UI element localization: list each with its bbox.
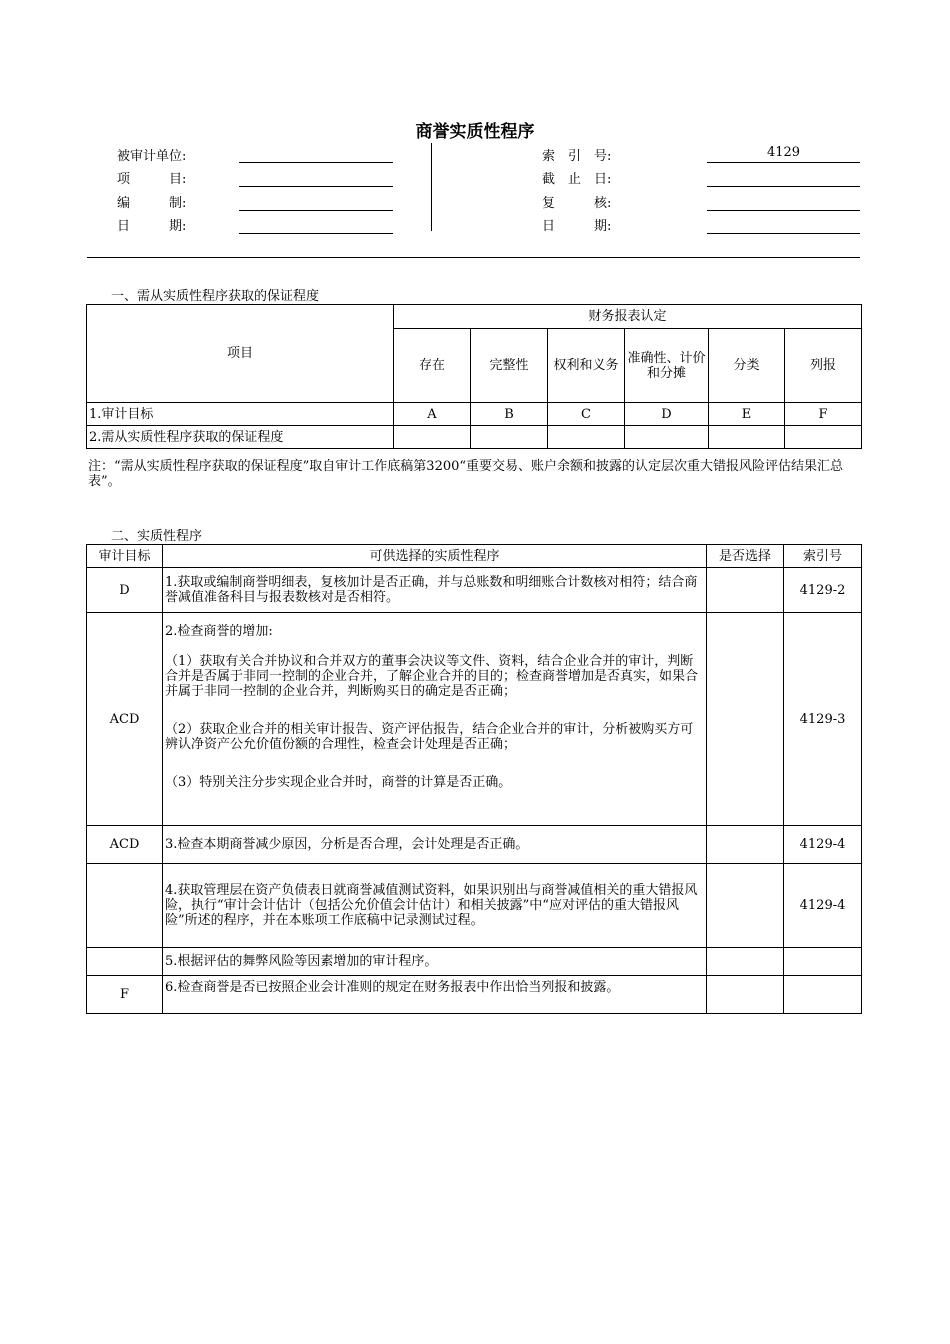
field-audited-unit[interactable]	[239, 162, 393, 163]
col-procedure: 可供选择的实质性程序	[163, 545, 707, 568]
table-row	[87, 426, 862, 449]
label-cutoff-date: 截 止 日:	[542, 172, 612, 187]
procedure-line: （1）获取有关合并协议和合并双方的董事会决议等文件、资料，结合企业合并的审计，判断合并是否属于非同一控制的企业合并，了解企业合并的目的；检查商誉增加是否真实，如果合并属于非同一控制的企业合并，判断购买日的确定是否正确；	[165, 654, 699, 699]
cell-procedure: 3.检查本期商誉减少原因，分析是否合理，会计处理是否正确。	[163, 826, 707, 864]
cell-goal: ACD	[87, 613, 163, 826]
col-index: 索引号	[784, 545, 862, 568]
cell-index: 4129-4	[784, 864, 862, 948]
section1-heading: 一、需从实质性程序获取的保证程度	[111, 289, 320, 304]
table-row	[87, 403, 862, 426]
table-row	[87, 826, 862, 864]
procedure-line: （3）特别关注分步实现企业合并时，商誉的计算是否正确。	[165, 775, 512, 790]
cell-goal: D	[87, 568, 163, 613]
cell-input[interactable]	[548, 426, 625, 449]
cell-input[interactable]	[394, 426, 471, 449]
procedures-table	[86, 544, 862, 1014]
col-completeness: 完整性	[471, 329, 548, 403]
cell-value: A	[394, 403, 471, 426]
section1-note: 注：“需从实质性程序获取的保证程度”取自审计工作底稿第3200“重要交易、账户余额和披露的认定层次重大错报风险评估结果汇总表”。	[88, 459, 844, 489]
cell-value: C	[548, 403, 625, 426]
page-title: 商誉实质性程序	[415, 122, 535, 142]
cell-input[interactable]	[785, 426, 862, 449]
col-selected: 是否选择	[707, 545, 784, 568]
field-cutoff-date[interactable]	[707, 186, 860, 187]
cell-input[interactable]	[471, 426, 548, 449]
header-rule	[87, 257, 860, 258]
label-date-right: 日 期:	[542, 219, 612, 234]
value-index-number: 4129	[766, 145, 801, 160]
cell-index	[784, 976, 862, 1014]
col-existence: 存在	[394, 329, 471, 403]
col-accuracy-valuation: 准确性、计价和分摊	[625, 329, 709, 403]
cell-goal: ACD	[87, 826, 163, 864]
label-index-number: 索 引 号:	[542, 149, 612, 164]
label-audited-unit: 被审计单位:	[117, 149, 187, 164]
cell-index	[784, 948, 862, 976]
label-reviewer: 复 核:	[542, 196, 612, 211]
cell-procedure: 1.获取或编制商誉明细表，复核加计是否正确，并与总账数和明细账合计数核对相符；结合商誉减值准备科目与报表数核对是否相符。	[163, 568, 707, 613]
field-item[interactable]	[239, 186, 393, 187]
row-label: 2.需从实质性程序获取的保证程度	[87, 426, 394, 449]
field-date-right[interactable]	[707, 233, 860, 234]
col-audit-goal: 审计目标	[87, 545, 163, 568]
field-reviewer[interactable]	[707, 210, 860, 211]
section2-heading: 二、实质性程序	[111, 529, 203, 544]
label-preparer: 编 制:	[117, 196, 187, 211]
cell-value: E	[709, 403, 785, 426]
cell-procedure: 5.根据评估的舞弊风险等因素增加的审计程序。	[163, 948, 707, 976]
cell-selected[interactable]	[707, 864, 784, 948]
assertion-group-header: 财务报表认定	[394, 305, 862, 329]
label-date-left: 日 期:	[117, 219, 187, 234]
cell-procedure: 4.获取管理层在资产负债表日就商誉减值测试资料，如果识别出与商誉减值相关的重大错报风险，执行“审计会计估计（包括公允价值会计估计）和相关披露”中“应对评估的重大错报风险”所述的程序，并在本账项工作底稿中记录测试过程。	[163, 864, 707, 948]
row-label: 1.审计目标	[87, 403, 394, 426]
cell-selected[interactable]	[707, 976, 784, 1014]
cell-index: 4129-2	[784, 568, 862, 613]
label-item: 项 目:	[117, 172, 187, 187]
cell-goal: F	[87, 976, 163, 1014]
cell-input[interactable]	[625, 426, 709, 449]
cell-selected[interactable]	[707, 826, 784, 864]
table-row	[87, 568, 862, 613]
assurance-table	[86, 304, 862, 449]
cell-goal	[87, 864, 163, 948]
col-classification: 分类	[709, 329, 785, 403]
cell-index: 4129-3	[784, 613, 862, 826]
cell-procedure: 6.检查商誉是否已按照企业会计准则的规定在财务报表中作出恰当列报和披露。	[163, 976, 707, 1014]
cell-value: D	[625, 403, 709, 426]
table-row	[87, 864, 862, 948]
cell-value: B	[471, 403, 548, 426]
field-preparer[interactable]	[239, 210, 393, 211]
table-row	[87, 976, 862, 1014]
field-index-number[interactable]	[707, 162, 860, 163]
table-row	[87, 613, 862, 826]
cell-selected[interactable]	[707, 613, 784, 826]
field-date-left[interactable]	[239, 233, 393, 234]
item-header: 项目	[87, 305, 394, 403]
cell-selected[interactable]	[707, 948, 784, 976]
col-presentation: 列报	[785, 329, 862, 403]
cell-goal	[87, 948, 163, 976]
cell-input[interactable]	[709, 426, 785, 449]
cell-value: F	[785, 403, 862, 426]
procedure-line: （2）获取企业合并的相关审计报告、资产评估报告，结合企业合并的审计，分析被购买方可辨认净资产公允价值份额的合理性，检查会计处理是否正确；	[165, 722, 694, 752]
table-row	[87, 948, 862, 976]
cell-procedure	[163, 613, 707, 826]
procedure-line: 2.检查商誉的增加:	[165, 624, 273, 639]
cell-index: 4129-4	[784, 826, 862, 864]
col-rights-obligations: 权利和义务	[548, 329, 625, 403]
cell-selected[interactable]	[707, 568, 784, 613]
header-divider	[431, 143, 432, 231]
